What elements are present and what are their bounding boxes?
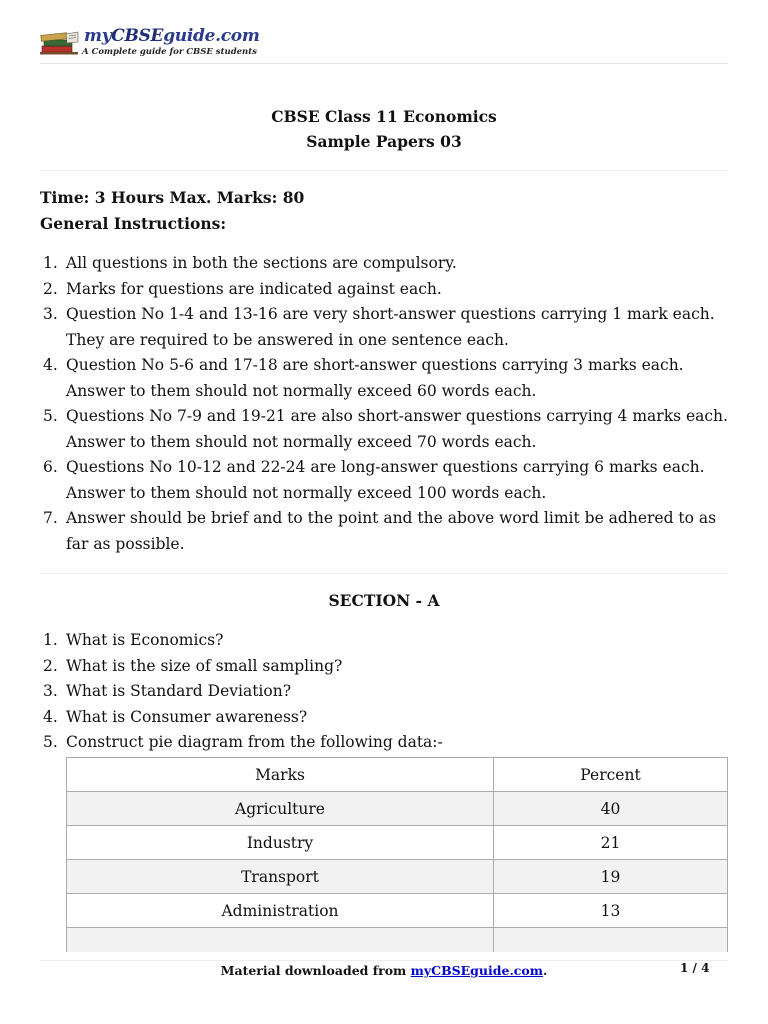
table-cell	[494, 928, 728, 953]
instructions-heading: General Instructions:	[40, 214, 227, 233]
divider	[40, 170, 728, 171]
divider	[40, 573, 728, 574]
questions-list	[40, 628, 728, 756]
footer-divider	[40, 960, 728, 961]
data-table-container	[66, 757, 728, 952]
list-item: 1. All questions in both the sections are compulsory.	[43, 254, 457, 272]
table-header-row	[67, 758, 728, 792]
page-footer: Material downloaded from myCBSEguide.com.	[220, 963, 548, 978]
logo-tagline: A Complete guide for CBSE students	[82, 47, 257, 57]
section-heading: SECTION - A	[328, 591, 440, 610]
list-item: 3. Question No 1-4 and 13-16 are very short-answer questions carrying 1 mark each. They are required to be answered in one sentence each.	[43, 305, 715, 349]
table-cell: 40	[494, 792, 728, 826]
question-item: 1. What is Economics?	[43, 631, 224, 649]
table-row	[67, 894, 728, 928]
list-item: 2. Marks for questions are indicated against each.	[43, 279, 442, 298]
table-row	[67, 928, 728, 953]
title-line-1: CBSE Class 11 Economics	[271, 107, 497, 126]
column-header: Marks	[67, 758, 494, 792]
table-cell: 19	[494, 860, 728, 894]
list-item: 7. Answer should be brief and to the point and the above word limit be adhered to as far as possible.	[43, 509, 717, 553]
site-logo[interactable]	[40, 26, 260, 60]
page-header	[40, 24, 728, 64]
table-row	[67, 860, 728, 894]
list-item: 5. Questions No 7-9 and 19-21 are also short-answer questions carrying 4 marks each. Answer to them should not normally exceed 70 words each.	[43, 407, 728, 451]
title-line-2: Sample Papers 03	[306, 132, 462, 151]
table-cell: Agriculture	[67, 792, 494, 826]
question-item: 3. What is Standard Deviation?	[43, 682, 292, 700]
page-number: 1 / 4	[680, 961, 710, 975]
table-row	[67, 826, 728, 860]
list-item: 4. Question No 5-6 and 17-18 are short-answer questions carrying 3 marks each. Answer to them should not normally exceed 60 words each.	[43, 356, 684, 400]
table-cell: Administration	[67, 894, 494, 928]
books-logo-icon	[40, 30, 80, 56]
table-cell	[67, 928, 494, 953]
column-header: Percent	[494, 758, 728, 792]
time-marks: Time: 3 Hours Max. Marks: 80	[40, 188, 305, 207]
paper-title	[40, 104, 728, 154]
list-item: 6. Questions No 10-12 and 22-24 are long-answer questions carrying 6 marks each. Answer to them should not normally exceed 100 words each.	[43, 458, 705, 502]
table-cell: Transport	[67, 860, 494, 894]
footer-link[interactable]: myCBSEguide.com	[410, 963, 543, 978]
table-row	[67, 792, 728, 826]
table-cell: 13	[494, 894, 728, 928]
logo-wordmark: myCBSEguide.com	[84, 26, 260, 46]
instructions-list	[40, 251, 728, 557]
paper-meta	[40, 185, 728, 237]
footer-text: Material downloaded from	[220, 963, 411, 978]
data-table	[66, 757, 728, 952]
question-item: 2. What is the size of small sampling?	[43, 656, 343, 675]
table-cell: Industry	[67, 826, 494, 860]
table-cell: 21	[494, 826, 728, 860]
question-item: 4. What is Consumer awareness?	[43, 707, 308, 726]
question-item: 5. Construct pie diagram from the following data:-	[43, 733, 443, 751]
